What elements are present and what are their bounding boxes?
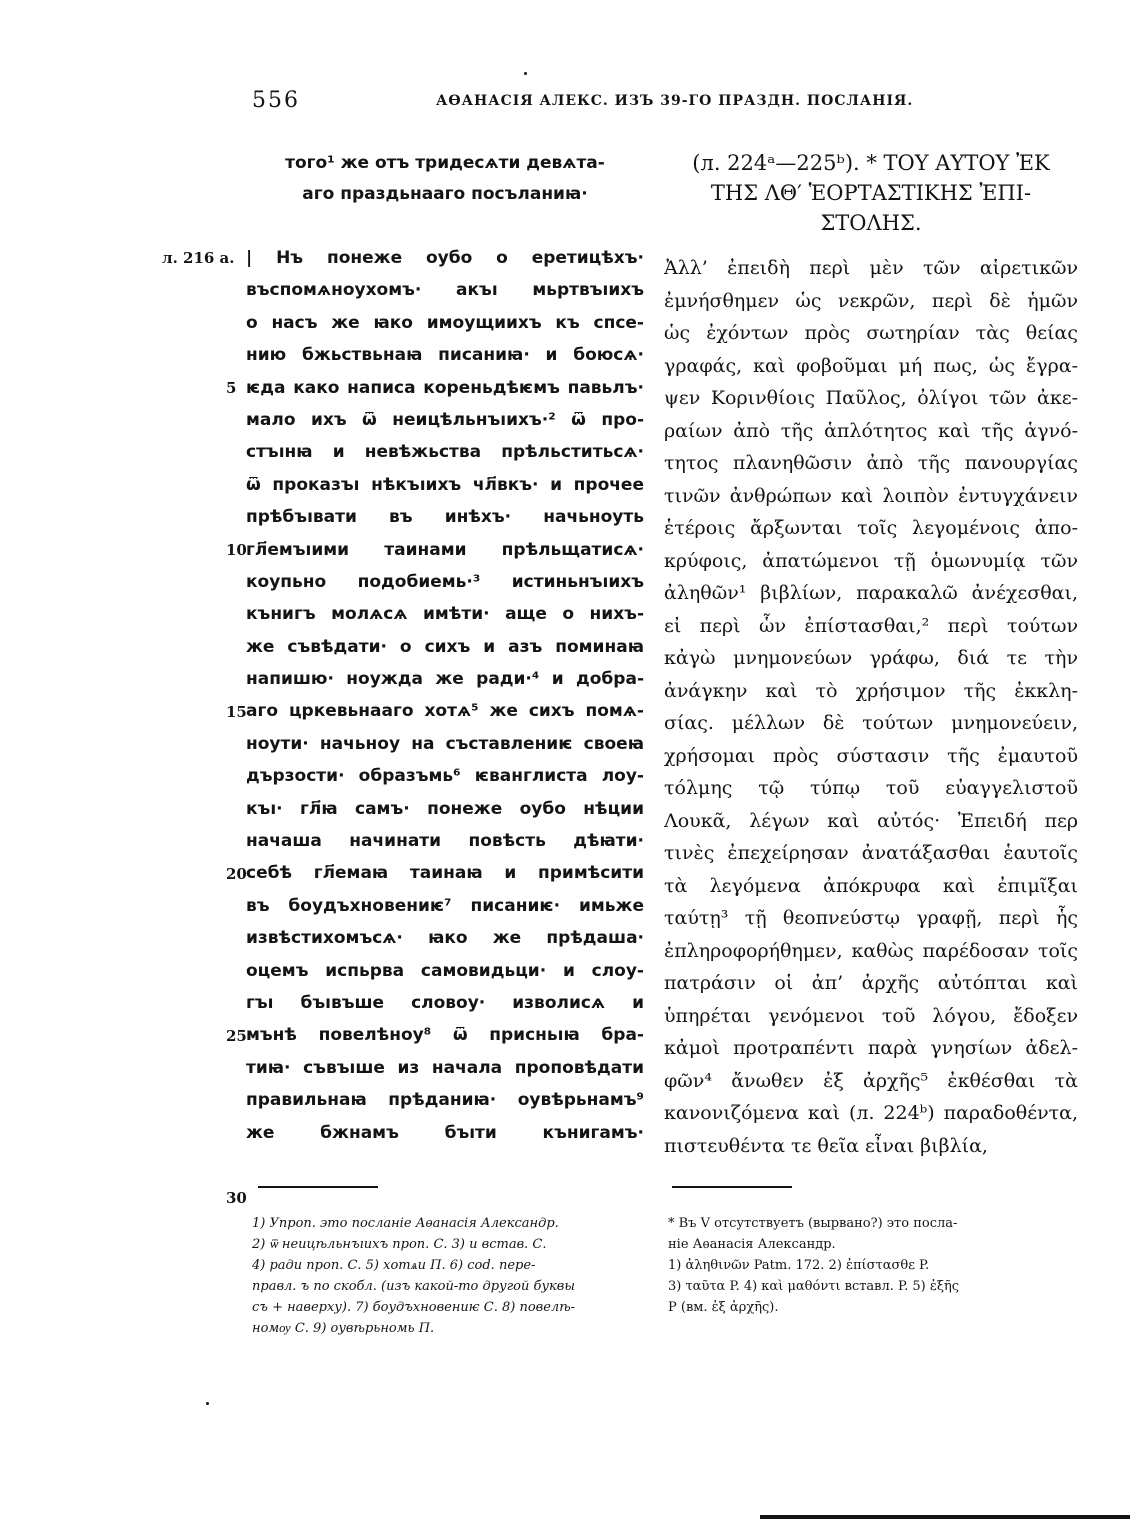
text-line: же съвѣдати· о сихъ и азъ поминаꙗ [246, 636, 644, 657]
text-line: πατράσιν οἱ ἀπ’ ἀρχῆς αὐτόπται καὶ [664, 972, 1078, 994]
text-line: прѣбъıвати въ инѣхъ· начьноуть [246, 507, 644, 528]
text-line: аго цркевьнааго хотѧ⁵ же сихъ помѧ- [246, 701, 644, 722]
greek-title-line: ΤΗΣ ΛΘ′ ἙΟΡΤΑΣΤΙΚΗΣ ἘΠΙ- [710, 181, 1032, 205]
text-line: мало ихъ ѿ неицѣльнъıихъ·² ѿ про- [246, 409, 644, 430]
text-line: κἀγὼ μνημονεύων γράφω, διά τε τὴν [664, 647, 1078, 669]
text-line: ραίων ἀπὸ τῆς ἁπλότητος καὶ τῆς ἁγνό- [664, 419, 1078, 442]
text-line: гл҃емъıими таинами прѣльщатисѧ· [246, 539, 644, 560]
scan-speck [206, 1402, 209, 1405]
scan-edge-line [760, 1515, 1130, 1519]
slavonic-title-line: аго праздьнааго посъланиꙗ· [302, 184, 588, 204]
footnote-line: 3) ταῦτα P. 4) καὶ μαθόντι вставл. P. 5) ἐξῆς [668, 1279, 960, 1294]
text-line: правильнаꙗ прѣданиꙗ· оувѣрьнамъ⁹ [246, 1090, 644, 1111]
greek-title-line: ΣΤΟΛΗΣ. [820, 211, 922, 235]
greek-title [664, 148, 1078, 238]
text-line: стъıнꙗ и невѣжьства прѣльститьсѧ· [246, 442, 644, 463]
greek-title-line: (л. 224ᵃ—225ᵇ). * ΤΟΥ ΑΥΤΟΥ ἘΚ [692, 151, 1050, 175]
line-number: 15 [226, 703, 247, 721]
text-line: же бжнамъ бъıти кънигамъ· [246, 1122, 644, 1143]
text-line: мънѣ повелѣноу⁸ ѿ присньıꙗ бра- [246, 1025, 644, 1046]
footnote-line: правл. ъ по скобл. (изъ какой-то другой буквы [252, 1279, 575, 1294]
line-number: 25 [226, 1027, 247, 1045]
greek-text [664, 252, 1078, 1162]
text-line: коупьно подобиемь·³ истиньнъıихъ [246, 571, 644, 592]
text-line: ноути· начьноу на съставлениѥ своеꙗ [246, 733, 644, 754]
footnote-line: 1) Упроп. это посланіе Аѳанасія Александр. [252, 1216, 559, 1231]
scan-speck [524, 72, 527, 75]
footnote-line: номѹ С. 9) оувѣрьномь П. [252, 1321, 435, 1336]
text-line: начаша начинати повѣсть дѣꙗти· [246, 831, 644, 852]
footnote-line: 2) ѿ неицѣльнъıихъ проп. С. 3) и встав. С. [252, 1237, 547, 1252]
footnote-line: 1) ἀληθινῶν Patm. 172. 2) ἐπίστασθε P. [668, 1258, 930, 1273]
text-line: | Нъ понеже оубо о еретицѣхъ· [246, 248, 644, 268]
text-line: ἐμνήσθημεν ὡς νεκρῶν, περὶ δὲ ἡμῶν [664, 289, 1078, 312]
text-line: гъı бъıвъше словоу· изволисѧ и [246, 992, 644, 1013]
text-line: κανονιζόμενα καὶ (л. 224ᵇ) παραδοθέντα, [664, 1102, 1078, 1124]
text-line: къı· гл҃ꙗ самъ· понеже оубо нѣции [246, 798, 644, 819]
text-line: ἐπληροφορήθημεν, καθὼς παρέδοσαν τοῖς [664, 939, 1078, 962]
text-line: тиꙗ· съвъıше из начала проповѣдати [246, 1057, 644, 1078]
text-line: ἀληθῶν¹ βιβλίων, παρακαλῶ ἀνέχεσθαι, [664, 582, 1078, 604]
text-line: σίας. μέλλων δὲ τούτων μνημονεύειν, [664, 712, 1078, 734]
text-line: нию бжьствьнаꙗ писаниꙗ· и боюсѧ· [246, 345, 644, 366]
text-line: напишю· ноужда же ради·⁴ и добра- [246, 669, 644, 690]
slavonic-title [246, 148, 644, 210]
text-line: ἑτέροις ἄρξωνται τοῖς λεγομένοις ἀπο- [664, 517, 1078, 539]
text-line: τινῶν ἀνθρώπων καὶ λοιπὸν ἐντυγχάνειν [664, 484, 1078, 507]
slavonic-column [246, 148, 644, 1149]
footnotes-right [668, 1213, 1074, 1318]
footnotes-left [252, 1213, 652, 1339]
footnote-line: * Въ V отсутствуетъ (вырвано?) это посла- [668, 1216, 958, 1231]
page-number: 556 [252, 88, 300, 113]
footnote-line: съ + наверху). 7) боудъхновениѥ С. 8) повелѣ- [252, 1300, 576, 1315]
footnote-line: ніе Аѳанасія Александр. [668, 1237, 836, 1252]
footnote-rule-left [258, 1186, 378, 1188]
text-line: дързости· образъмь⁶ ѥванглиста лоу- [246, 766, 644, 787]
footnote-rule-right [672, 1186, 792, 1188]
text-line: ψεν Κορινθίοις Παῦλος, ὀλίγοι τῶν ἀκε- [664, 387, 1078, 409]
line-number: 30 [226, 1189, 247, 1207]
footnote-line: 4) ради проп. С. 5) хотѧи П. 6) cod. пере- [252, 1258, 536, 1273]
text-line: кънигъ молѧсѧ имѣти· аще о нихъ- [246, 604, 644, 625]
line-number: 5 [226, 379, 237, 397]
text-line: Ἀλλ’ ἐπειδὴ περὶ μὲν τῶν αἱρετικῶν [664, 257, 1078, 279]
text-line: χρήσομαι πρὸς σύστασιν τῆς ἐμαυτοῦ [664, 744, 1078, 767]
text-line: ὡς ἐχόντων πρὸς σωτηρίαν τὰς θείας [664, 322, 1078, 344]
text-line: τὰ λεγόμενα ἀπόκρυφα καὶ ἐπιμῖξαι [664, 874, 1078, 897]
text-line: φῶν⁴ ἄνωθεν ἐξ ἀρχῆς⁵ ἐκθέσθαι τὰ [664, 1069, 1078, 1092]
text-line: εἰ περὶ ὧν ἐπίστασθαι,² περὶ τούτων [664, 614, 1078, 637]
text-line: въ боудъхновениѥ⁷ писаниѥ· имьже [246, 895, 644, 916]
text-line: въспомѧноухомъ· акъı мьртвъıихъ [246, 280, 644, 301]
text-line: ταύτῃ³ τῇ θεοπνεύστῳ γραφῇ, περὶ ἧς [664, 907, 1078, 929]
running-header: АѲАНАСІЯ АЛЕКС. ИЗЪ 39-ГО ПРАЗДН. ПОСЛАНІЯ. [436, 93, 914, 109]
text-line: о насъ же ꙗко имоущиихъ къ спсе- [246, 312, 644, 333]
text-line: оцемъ испьрва самовидьци· и слоу- [246, 960, 644, 981]
text-line: извѣстихомъсѧ· ꙗко же прѣдаша· [246, 928, 644, 949]
text-line: κρύφοις, ἀπατώμενοι τῇ ὁμωνυμίᾳ τῶν [664, 549, 1078, 572]
line-number: 20 [226, 865, 247, 883]
text-line: τόλμης τῷ τύπῳ τοῦ εὐαγγελιστοῦ [664, 777, 1078, 799]
text-line: ѿ проказъı нѣкъıихъ чл҃вкъ· и прочее [246, 474, 644, 495]
text-line: τινὲς ἐπεχείρησαν ἀνατάξασθαι ἑαυτοῖς [664, 842, 1078, 864]
line-number: 10 [226, 541, 247, 559]
text-line: πιστευθέντα τε θεῖα εἶναι βιβλία, [664, 1134, 988, 1157]
footnote-line: P (вм. ἐξ ἀρχῆς). [668, 1300, 779, 1315]
text-line: κἀμοὶ προτραπέντι παρὰ γνησίων ἀδελ- [664, 1037, 1078, 1059]
slavonic-title-line: того¹ же отъ тридесѧти девѧта- [285, 153, 605, 173]
text-line: ὑπηρέται γενόμενοι τοῦ λόγου, ἔδοξεν [664, 1004, 1078, 1027]
text-line: себѣ гл҃емаꙗ таинаꙗ и примѣсити [246, 863, 644, 884]
text-line: γραφάς, καὶ φοβοῦμαι μή πως, ὡς ἔγρα- [664, 354, 1078, 377]
greek-column [664, 148, 1078, 1162]
margin-folio: л. 216 а. [162, 249, 235, 267]
text-line: ἀνάγκην καὶ τὸ χρήσιμον τῆς ἐκκλη- [664, 679, 1078, 702]
text-line: ѥда како написа кореньдѣѥмъ павьлъ· [246, 377, 644, 398]
text-line: Λουκᾶ, λέγων καὶ αὐτός· Ἐπειδή περ [664, 809, 1078, 832]
slavonic-text [246, 242, 644, 1149]
text-line: τητος πλανηθῶσιν ἀπὸ τῆς πανουργίας [664, 452, 1078, 474]
